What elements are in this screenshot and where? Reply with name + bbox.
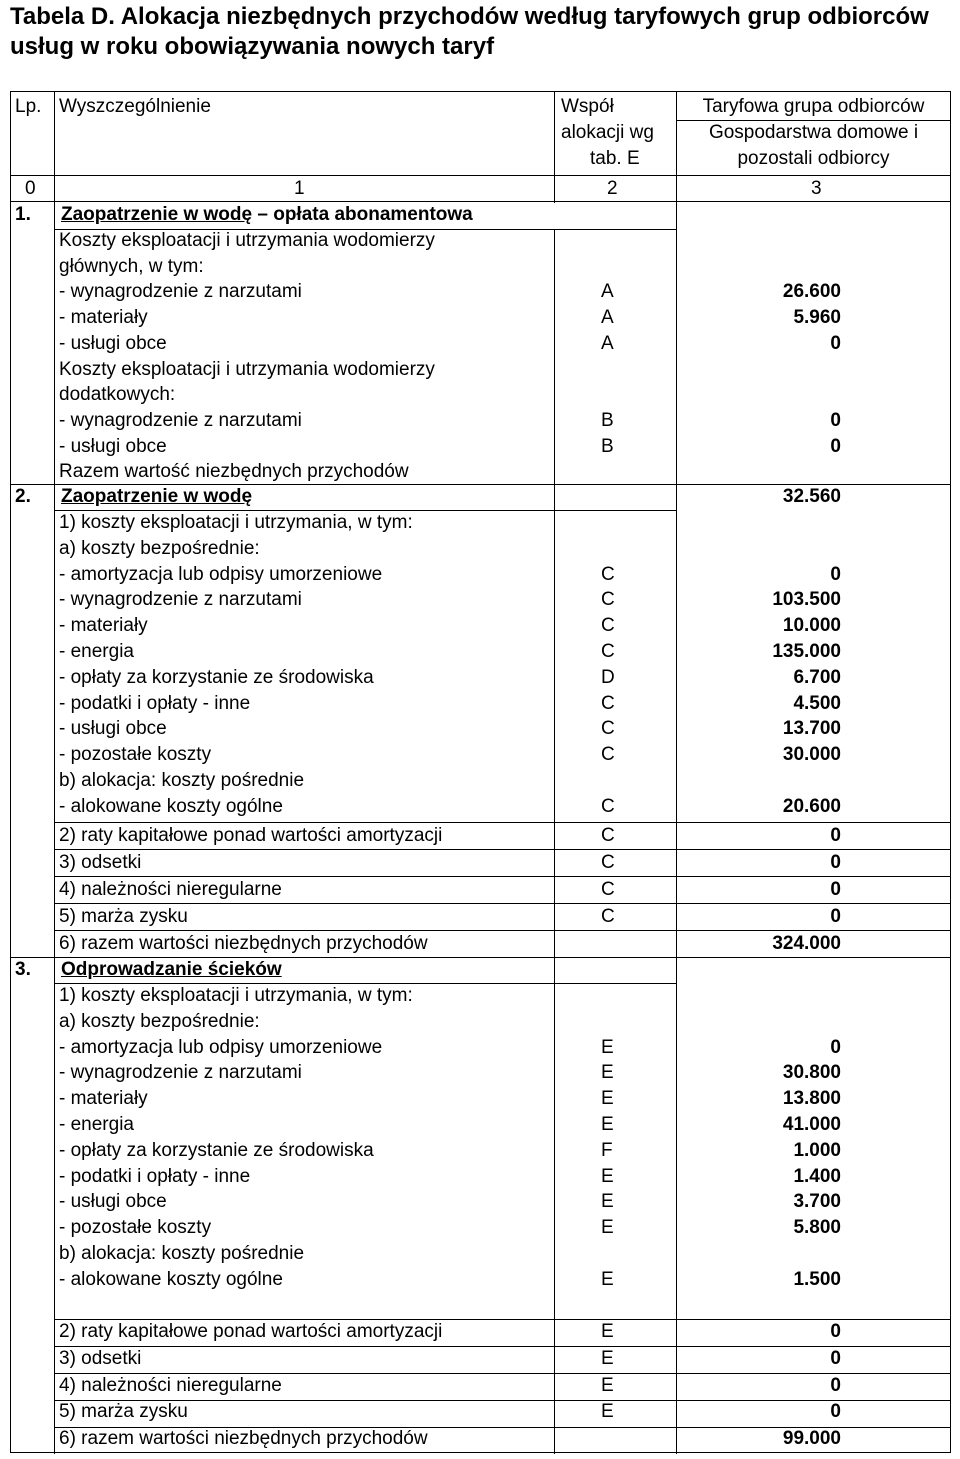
- row-allocation-code: B: [601, 409, 614, 431]
- row-value: 0: [830, 1036, 841, 1058]
- colnum-2: 2: [607, 178, 618, 199]
- row-allocation-code: C: [601, 692, 615, 714]
- row-label: 3) odsetki: [59, 1347, 142, 1369]
- row-value: 30.800: [782, 1062, 841, 1084]
- grid-line: [11, 175, 950, 176]
- row-value: 0: [830, 1401, 841, 1423]
- row-label: 4) należności nieregularne: [59, 1374, 282, 1396]
- row-value: 3.700: [793, 1191, 841, 1213]
- row-label: 3) odsetki: [59, 851, 142, 873]
- row-allocation-code: C: [601, 744, 615, 766]
- row-allocation-code: E: [601, 1165, 614, 1187]
- row-allocation-code: A: [601, 307, 614, 329]
- row-label: - usługi obce: [59, 435, 167, 457]
- row-label: - materiały: [59, 615, 148, 637]
- row-allocation-code: C: [601, 851, 615, 873]
- row-allocation-code: C: [601, 905, 615, 927]
- row-label: - materiały: [59, 1088, 148, 1110]
- grid-line: [676, 120, 950, 121]
- row-value: 0: [830, 851, 841, 873]
- row-label: - amortyzacja lub odpisy umorzeniowe: [59, 563, 383, 585]
- row-allocation-code: C: [601, 825, 615, 846]
- row-label: Koszty eksploatacji i utrzymania wodomierzy: [59, 358, 435, 380]
- colnum-3: 3: [811, 178, 822, 199]
- row-label: - usługi obce: [59, 718, 167, 740]
- header-coef-line2: alokacji wg: [561, 122, 654, 143]
- row-label: a) koszty bezpośrednie:: [59, 1010, 260, 1032]
- row-label: 1) koszty eksploatacji i utrzymania, w tym:: [59, 512, 413, 533]
- row-value: 5.960: [793, 307, 841, 329]
- section-1-title-rest: – opłata abonamentowa: [252, 204, 473, 225]
- grid-line: [54, 1346, 950, 1347]
- row-label: 6) razem wartości niezbędnych przychodów: [59, 1428, 428, 1450]
- colnum-0: 0: [25, 178, 36, 199]
- row-value: 0: [830, 1347, 841, 1369]
- row-value: 5.800: [793, 1217, 841, 1239]
- row-allocation-code: E: [601, 1347, 614, 1369]
- row-allocation-code: C: [601, 615, 615, 637]
- grid-line: [676, 92, 677, 1454]
- section-2-title: Zaopatrzenie w wodę: [61, 486, 253, 507]
- row-label: - wynagrodzenie z narzutami: [59, 589, 302, 611]
- row-label: 4) należności nieregularne: [59, 878, 282, 900]
- row-label: Koszty eksploatacji i utrzymania wodomierzy: [59, 230, 435, 251]
- grid-line: [54, 510, 676, 511]
- section-3-number: 3.: [15, 959, 31, 980]
- header-coef-line3: tab. E: [590, 148, 640, 169]
- row-value: 0: [830, 563, 841, 585]
- section-2-number: 2.: [15, 486, 31, 507]
- row-allocation-code: E: [601, 1401, 614, 1423]
- grid-line: [54, 983, 676, 984]
- grid-line: [54, 92, 55, 1454]
- row-label: - usługi obce: [59, 332, 167, 354]
- row-value: 20.600: [782, 795, 841, 817]
- row-label: - amortyzacja lub odpisy umorzeniowe: [59, 1036, 383, 1058]
- row-label: - pozostałe koszty: [59, 1217, 212, 1239]
- row-label: - opłaty za korzystanie ze środowiska: [59, 666, 374, 688]
- row-value: 1.400: [793, 1165, 841, 1187]
- row-label: 2) raty kapitałowe ponad wartości amortyzacji: [59, 1321, 443, 1342]
- grid-line: [54, 822, 950, 823]
- header-tariff-group: Taryfowa grupa odbiorców: [702, 96, 925, 117]
- row-value: 103.500: [772, 589, 841, 611]
- row-allocation-code: C: [601, 878, 615, 900]
- colnum-1: 1: [294, 178, 305, 199]
- row-value: 6.700: [793, 666, 841, 688]
- row-allocation-code: C: [601, 563, 615, 585]
- row-allocation-code: F: [601, 1139, 613, 1161]
- row-value: 0: [830, 1321, 841, 1342]
- section-1-title: [61, 203, 473, 227]
- row-label: głównych, w tym:: [59, 255, 204, 277]
- header-coef-line1: Współ: [561, 96, 614, 117]
- row-label: - usługi obce: [59, 1191, 167, 1213]
- row-label: dodatkowych:: [59, 384, 176, 406]
- row-label: 2) raty kapitałowe ponad wartości amortyzacji: [59, 825, 443, 846]
- row-value: 0: [830, 825, 841, 846]
- row-label: b) alokacja: koszty pośrednie: [59, 770, 305, 791]
- grid-line: [11, 957, 950, 958]
- row-value: 0: [830, 905, 841, 927]
- row-allocation-code: E: [601, 1374, 614, 1396]
- row-allocation-code: C: [601, 718, 615, 740]
- section-2-value: 32.560: [782, 486, 841, 507]
- row-label: - energia: [59, 1114, 134, 1135]
- row-allocation-code: C: [601, 641, 615, 662]
- row-allocation-code: B: [601, 435, 614, 457]
- row-label: - podatki i opłaty - inne: [59, 692, 251, 714]
- row-allocation-code: A: [601, 332, 614, 354]
- grid-line: [554, 92, 555, 203]
- row-allocation-code: E: [601, 1268, 614, 1290]
- row-allocation-code: E: [601, 1321, 614, 1342]
- row-value: 41.000: [782, 1114, 841, 1135]
- row-label: Razem wartość niezbędnych przychodów: [59, 461, 409, 483]
- row-label: - podatki i opłaty - inne: [59, 1165, 251, 1187]
- grid-line: [554, 229, 555, 1454]
- row-value: 0: [830, 435, 841, 457]
- row-allocation-code: C: [601, 589, 615, 611]
- row-value: 13.800: [782, 1088, 841, 1110]
- row-label: - energia: [59, 641, 134, 662]
- row-label: - alokowane koszty ogólne: [59, 795, 283, 817]
- grid-line: [54, 849, 950, 850]
- row-label: 5) marża zysku: [59, 1401, 188, 1423]
- grid-line: [54, 903, 950, 904]
- row-label: - alokowane koszty ogólne: [59, 1268, 283, 1290]
- row-label: - opłaty za korzystanie ze środowiska: [59, 1139, 374, 1161]
- row-label: - wynagrodzenie z narzutami: [59, 281, 302, 303]
- grid-line: [54, 229, 676, 230]
- header-description: Wyszczególnienie: [59, 96, 211, 117]
- row-allocation-code: D: [601, 666, 615, 688]
- row-value: 0: [830, 409, 841, 431]
- row-value: 26.600: [782, 281, 841, 303]
- row-value: 10.000: [782, 615, 841, 637]
- row-value: 324.000: [772, 932, 841, 954]
- row-value: 13.700: [782, 718, 841, 740]
- row-label: - wynagrodzenie z narzutami: [59, 409, 302, 431]
- row-label: 1) koszty eksploatacji i utrzymania, w tym:: [59, 985, 413, 1006]
- header-tariff-sub2: pozostali odbiorcy: [737, 148, 890, 169]
- row-allocation-code: E: [601, 1217, 614, 1239]
- row-label: - wynagrodzenie z narzutami: [59, 1062, 302, 1084]
- grid-line: [54, 1400, 950, 1401]
- row-value: 135.000: [772, 641, 841, 662]
- row-allocation-code: C: [601, 795, 615, 817]
- page-title: Tabela D. Alokacja niezbędnych przychodów według taryfowych grup odbiorców usług w roku obowiązywania nowych taryf: [10, 3, 929, 60]
- grid-line: [54, 930, 950, 931]
- row-allocation-code: E: [601, 1062, 614, 1084]
- allocation-table: [10, 91, 951, 1453]
- header-lp: Lp.: [15, 96, 42, 117]
- row-label: 5) marża zysku: [59, 905, 188, 927]
- section-3-title: Odprowadzanie ścieków: [61, 959, 282, 980]
- row-label: - materiały: [59, 307, 148, 329]
- grid-line: [11, 484, 950, 485]
- section-1-title-main: Zaopatrzenie w wodę: [61, 204, 253, 225]
- grid-line: [54, 1319, 950, 1320]
- row-value: 1.500: [793, 1268, 841, 1290]
- row-value: 1.000: [793, 1139, 841, 1161]
- row-value: 4.500: [793, 692, 841, 714]
- row-allocation-code: E: [601, 1088, 614, 1110]
- row-label: 6) razem wartości niezbędnych przychodów: [59, 932, 428, 954]
- section-1-number: 1.: [15, 204, 31, 225]
- row-value: 0: [830, 332, 841, 354]
- row-allocation-code: E: [601, 1191, 614, 1213]
- grid-line: [54, 876, 950, 877]
- row-value: 99.000: [782, 1428, 841, 1450]
- header-tariff-sub1: Gospodarstwa domowe i: [708, 122, 919, 143]
- row-allocation-code: E: [601, 1036, 614, 1058]
- grid-line: [54, 1373, 950, 1374]
- grid-line: [11, 201, 950, 202]
- grid-line: [54, 1427, 950, 1428]
- row-label: a) koszty bezpośrednie:: [59, 537, 260, 559]
- row-label: - pozostałe koszty: [59, 744, 212, 766]
- row-label: b) alokacja: koszty pośrednie: [59, 1243, 305, 1264]
- row-allocation-code: E: [601, 1114, 614, 1135]
- row-allocation-code: A: [601, 281, 614, 303]
- row-value: 30.000: [782, 744, 841, 766]
- row-value: 0: [830, 1374, 841, 1396]
- row-value: 0: [830, 878, 841, 900]
